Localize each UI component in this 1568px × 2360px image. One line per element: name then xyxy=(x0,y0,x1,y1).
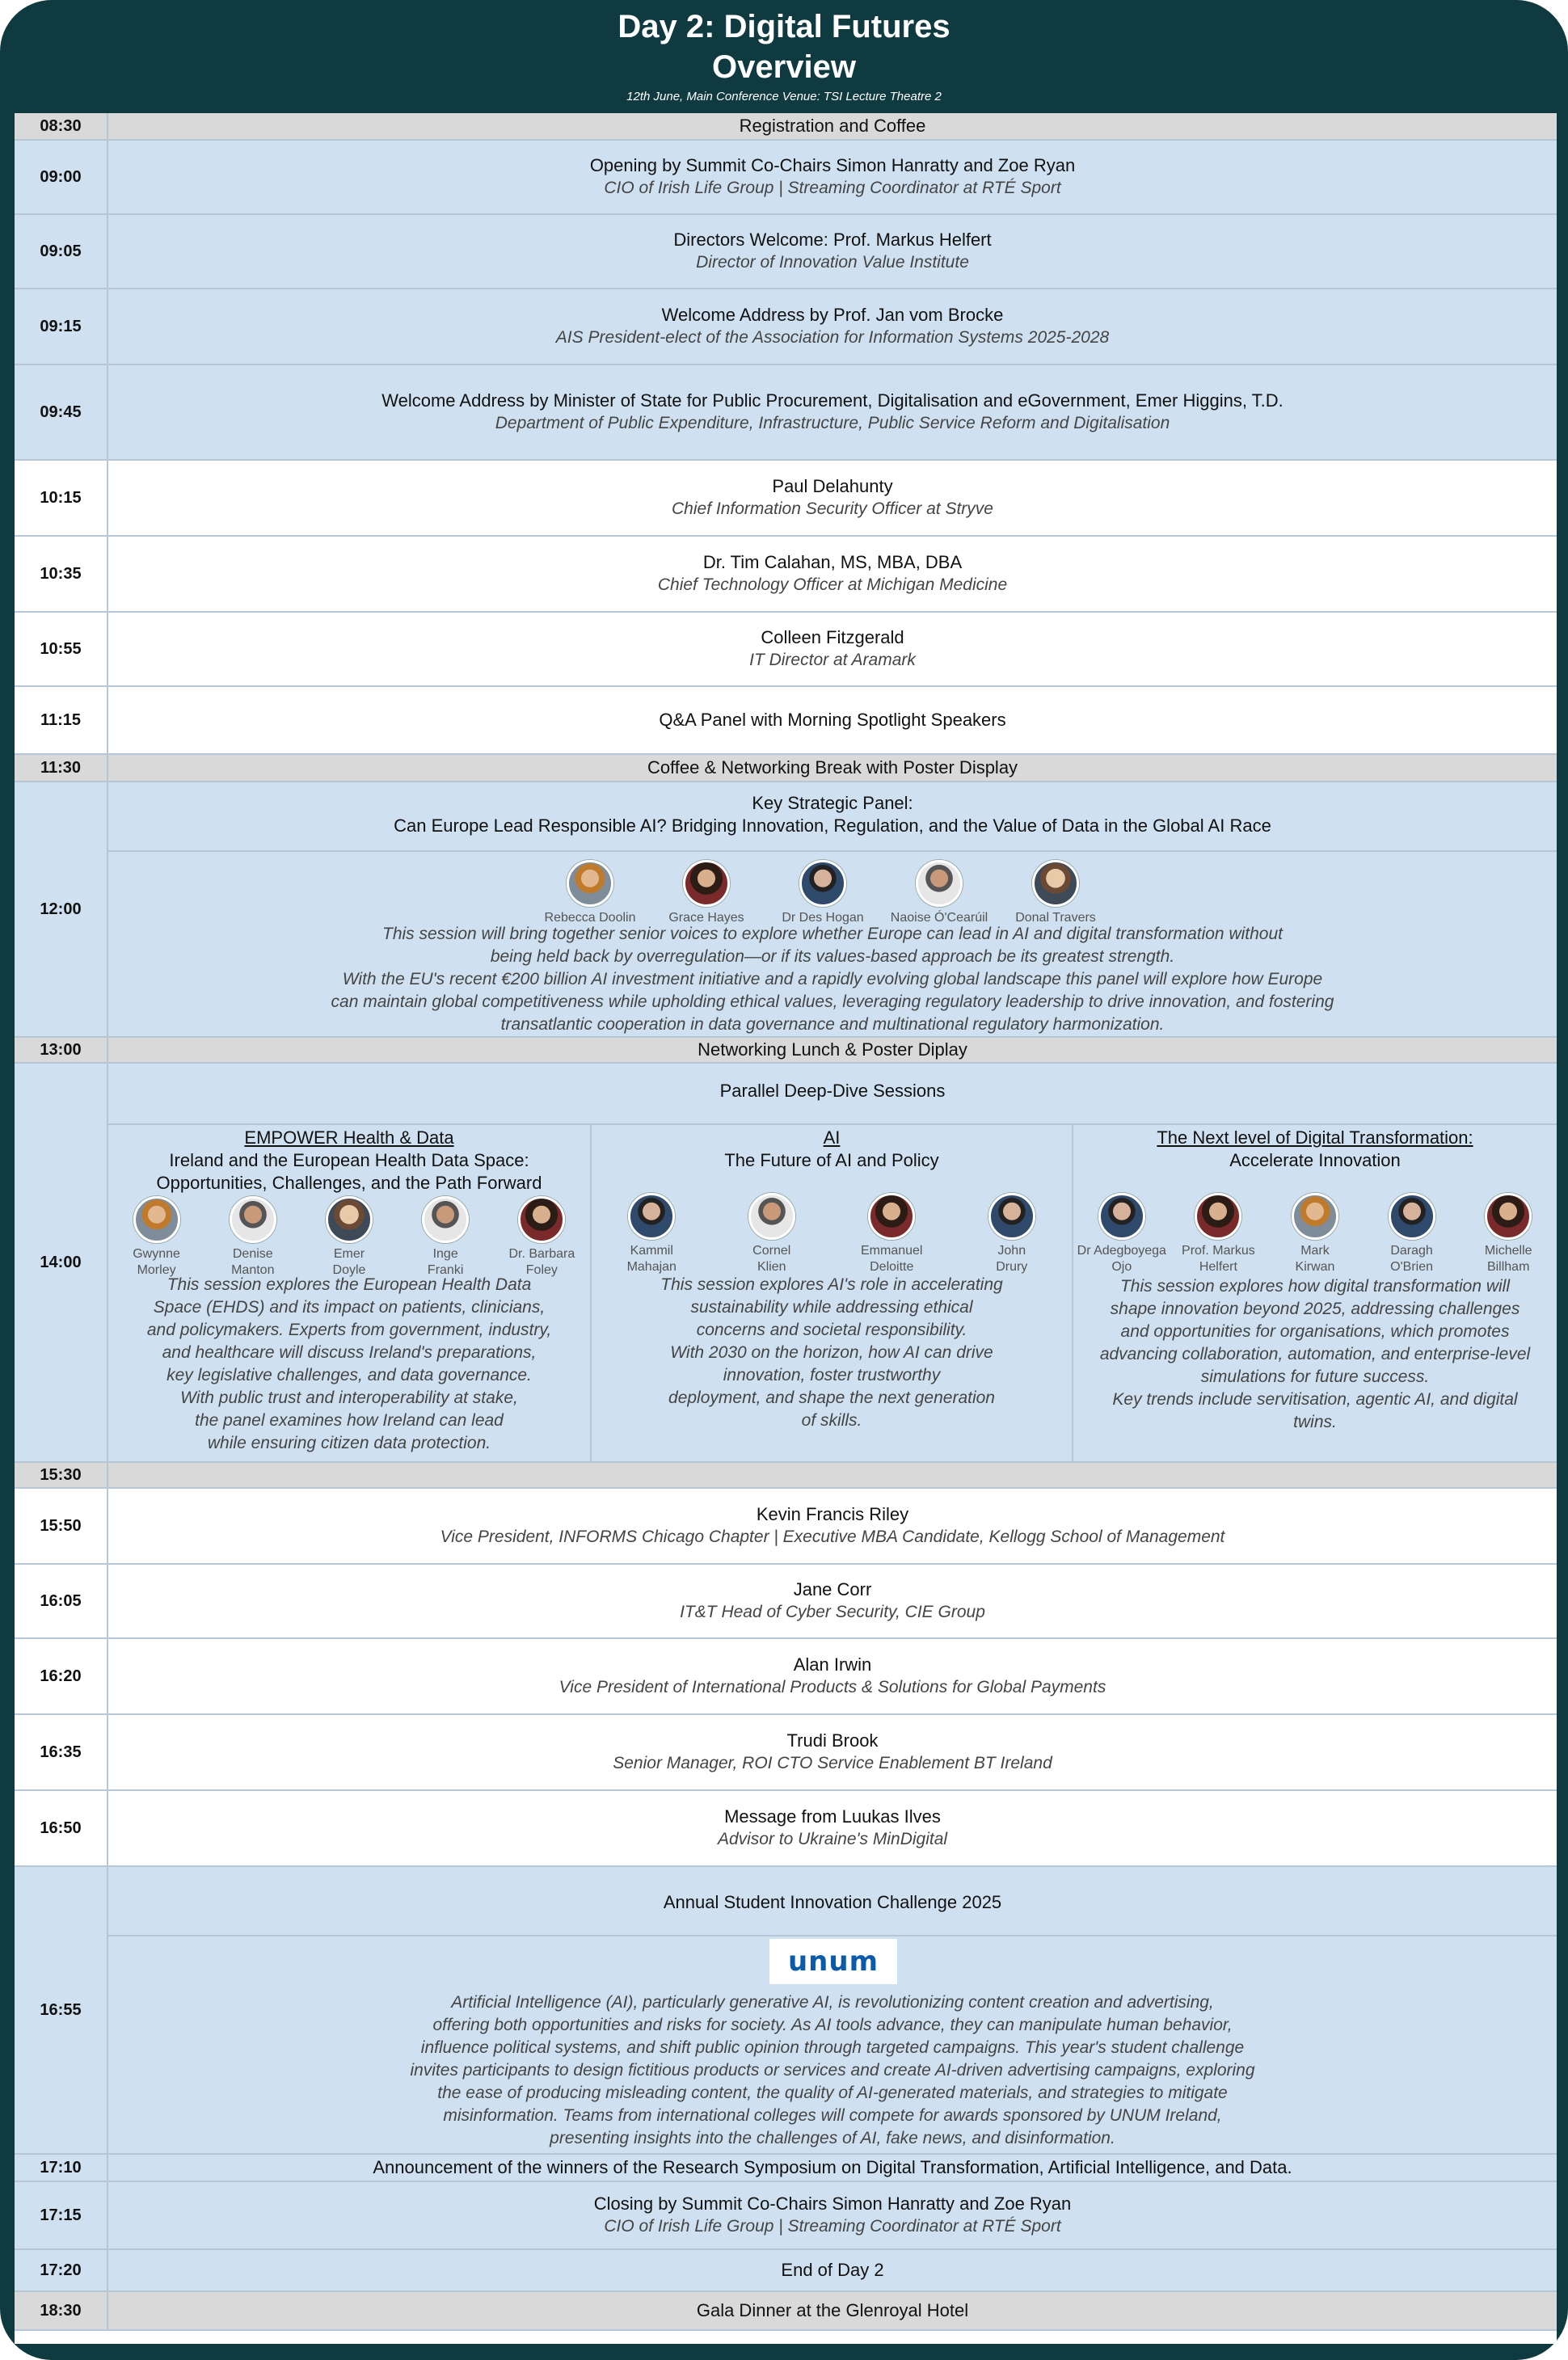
speaker: Grace Hayes xyxy=(654,860,759,926)
session-row xyxy=(15,1463,1557,1489)
session-title: Jane Corr xyxy=(793,1579,872,1599)
session-title: Welcome Address by Prof. Jan vom Brocke xyxy=(661,305,1004,325)
avatar xyxy=(230,1196,276,1243)
session-title: Message from Luukas Ilves xyxy=(724,1806,941,1827)
session-subtitle: Vice President of International Products & Solutions for Global Payments xyxy=(558,1678,1106,1696)
session-row xyxy=(15,613,1557,687)
session-title: Welcome Address by Minister of State for Public Procurement, Digitalisation and eGovernment, Emer Higgins, T.D. xyxy=(381,390,1283,411)
panel-description: This session will bring together senior voices to explore whether Europe can lead in AI and digital transformation without being held back by overregulation—or if its values-based approach be its greatest strength. With the EU's recent €200 billion AI investment initiative and a rapidly evolving global landscape this panel will explore how Europe can maintain global competitiveness while upholding ethical values, leveraging regulatory leadership to drive innovation, and fostering transatlantic cooperation in data governance and multinational regulatory harmonization. xyxy=(331,925,1334,1034)
track-health: EMPOWER Health & Data Ireland and the European Health Data Space: Opportunities, Challenges, and the Path Forward xyxy=(156,1127,542,1193)
session-subtitle: Chief Information Security Officer at Stryve xyxy=(672,499,993,518)
session-title: Opening by Summit Co-Chairs Simon Hanratty and Zoe Ryan xyxy=(589,155,1076,175)
session-time: 09:45 xyxy=(15,365,108,459)
panel-title: Key Strategic Panel: Can Europe Lead Responsible AI? Bridging Innovation, Regulation, and the Value of Data in the Global AI Race xyxy=(394,793,1271,836)
session-title: Closing by Summit Co-Chairs Simon Hanratty and Zoe Ryan xyxy=(593,2194,1072,2214)
track-digital-speakers xyxy=(1073,1193,1557,1275)
session-time: 16:20 xyxy=(15,1639,108,1713)
challenge-row xyxy=(15,1867,1557,2155)
speaker: Rebecca Doolin xyxy=(537,860,643,926)
parallel-row xyxy=(15,1064,1557,1463)
parallel-header: Parallel Deep-Dive Sessions xyxy=(719,1081,946,1101)
track-ai: AI The Future of AI and Policy xyxy=(724,1127,939,1170)
session-subtitle: CIO of Irish Life Group | Streaming Coordinator at RTÉ Sport xyxy=(604,179,1061,197)
speaker: Denise Manton xyxy=(209,1196,297,1279)
session-title: Alan Irwin xyxy=(793,1654,872,1675)
session-subtitle: IT&T Head of Cyber Security, CIE Group xyxy=(680,1603,985,1621)
session-title: Paul Delahunty xyxy=(772,476,893,496)
session-subtitle: Advisor to Ukraine's MinDigital xyxy=(717,1830,948,1848)
session-time: 18:30 xyxy=(15,2292,108,2329)
session-time: 13:00 xyxy=(15,1038,108,1062)
avatar xyxy=(518,1196,565,1243)
session-time: 09:15 xyxy=(15,289,108,364)
session-subtitle: Department of Public Expenditure, Infrastructure, Public Service Reform and Digitalisation xyxy=(495,414,1170,432)
avatar xyxy=(868,1193,915,1240)
session-row xyxy=(15,461,1557,537)
session-row xyxy=(15,113,1557,141)
schedule-table xyxy=(15,113,1557,2344)
avatar xyxy=(748,1193,795,1240)
session-row xyxy=(15,2250,1557,2292)
session-row xyxy=(15,141,1557,215)
speaker: Inge Franki xyxy=(401,1196,490,1279)
speaker: Emmanuel Deloitte xyxy=(847,1193,936,1275)
session-time: 08:30 xyxy=(15,113,108,139)
speaker: Kammil Mahajan xyxy=(607,1193,696,1275)
session-title: Registration and Coffee xyxy=(739,116,926,136)
avatar xyxy=(1032,860,1079,907)
session-row xyxy=(15,1038,1557,1064)
avatar xyxy=(799,860,846,907)
avatar xyxy=(1195,1193,1241,1240)
session-time: 16:55 xyxy=(15,1867,108,2153)
session-row xyxy=(15,2155,1557,2182)
session-row xyxy=(15,1565,1557,1639)
session-row xyxy=(15,537,1557,613)
track-ai-description: This session explores AI's role in accelerating sustainability while addressing ethical concerns and societal responsibility. With 2030 on the horizon, how AI can drive innovation, foster trustworthy deployment, and shape the next generation of skills. xyxy=(660,1275,1003,1430)
session-row xyxy=(15,215,1557,289)
divider xyxy=(108,850,1557,852)
session-time: 12:00 xyxy=(15,782,108,1036)
divider xyxy=(108,1123,1557,1125)
panel-row xyxy=(15,782,1557,1038)
session-row xyxy=(15,2292,1557,2331)
avatar xyxy=(567,860,613,907)
session-title: Coffee & Networking Break with Poster Display xyxy=(647,757,1018,778)
session-row xyxy=(15,755,1557,782)
panel-speakers xyxy=(532,860,1114,926)
session-row xyxy=(15,2182,1557,2250)
session-subtitle: Senior Manager, ROI CTO Service Enablement BT Ireland xyxy=(613,1754,1052,1772)
avatar xyxy=(422,1196,469,1243)
speaker: Michelle Billham xyxy=(1461,1193,1556,1275)
avatar xyxy=(133,1196,180,1243)
track-ai-speakers xyxy=(592,1193,1072,1275)
session-time: 17:10 xyxy=(15,2155,108,2181)
session-time: 11:15 xyxy=(15,687,108,753)
track-digital-transformation: The Next level of Digital Transformation: Accelerate Innovation xyxy=(1157,1127,1473,1170)
session-title: Gala Dinner at the Glenroyal Hotel xyxy=(696,2300,969,2320)
session-title: Kevin Francis Riley xyxy=(756,1504,909,1524)
agenda-header xyxy=(0,0,1568,113)
speaker: Daragh O'Brien xyxy=(1364,1193,1460,1275)
session-time: 11:30 xyxy=(15,755,108,781)
speaker: Naoise Ó'Cearúil xyxy=(887,860,992,926)
session-row xyxy=(15,365,1557,461)
page-title-line2: Overview xyxy=(712,49,856,85)
speaker: Dr Des Hogan xyxy=(770,860,875,926)
page-title: Day 2: Digital Futures xyxy=(618,9,950,44)
session-time: 10:15 xyxy=(15,461,108,535)
challenge-description: Artificial Intelligence (AI), particularly generative AI, is revolutionizing content creation and advertising, offering both opportunities and risks for society. As AI tools advance, they can manipulate human behavior, influence political systems, and shift public opinion through targeted campaigns. This year's student challenge invites participants to design fictitious products or services and create AI-driven advertising campaigns, exploring the ease of producing misleading content, the quality of AI-generated materials, and strategies to mitigate misinformation. Teams from international colleges will compete for awards sponsored by UNUM Ireland, presenting insights into the challenges of AI, fake news, and disinformation. xyxy=(410,1993,1255,2147)
session-time: 09:05 xyxy=(15,215,108,288)
speaker: John Drury xyxy=(967,1193,1056,1275)
session-title: Directors Welcome: Prof. Markus Helfert xyxy=(673,230,992,250)
unum-logo: unum xyxy=(769,1939,897,1984)
session-title: Q&A Panel with Morning Spotlight Speakers xyxy=(659,710,1006,730)
avatar xyxy=(988,1193,1035,1240)
session-subtitle: CIO of Irish Life Group | Streaming Coordinator at RTÉ Sport xyxy=(604,2217,1061,2236)
speaker: Gwynne Morley xyxy=(112,1196,201,1279)
session-time: 09:00 xyxy=(15,141,108,213)
avatar xyxy=(1098,1193,1145,1240)
avatar xyxy=(326,1196,373,1243)
session-time: 16:35 xyxy=(15,1715,108,1789)
track-health-speakers xyxy=(108,1196,590,1279)
avatar xyxy=(628,1193,675,1240)
session-subtitle: AIS President-elect of the Association for Information Systems 2025-2028 xyxy=(555,328,1110,347)
avatar xyxy=(683,860,730,907)
session-row xyxy=(15,1791,1557,1867)
session-time: 10:55 xyxy=(15,613,108,685)
challenge-title: Annual Student Innovation Challenge 2025 xyxy=(663,1892,1002,1912)
avatar xyxy=(1485,1193,1532,1240)
speaker: Dr Adegboyega Ojo xyxy=(1074,1193,1170,1275)
session-title: Announcement of the winners of the Research Symposium on Digital Transformation, Artificial Intelligence, and Data. xyxy=(373,2157,1292,2177)
session-subtitle: Vice President, INFORMS Chicago Chapter | Executive MBA Candidate, Kellogg School of Management xyxy=(440,1528,1225,1546)
session-time: 16:05 xyxy=(15,1565,108,1637)
avatar xyxy=(1389,1193,1435,1240)
track-health-description: This session explores the European Health Data Space (EHDS) and its impact on patients, clinicians, and policymakers. Experts from government, industry, and healthcare will discuss Ireland's preparations, key legislative challenges, and data governance. With public trust and interoperability at stake, the panel examines how Ireland can lead while ensuring citizen data protection. xyxy=(146,1275,552,1452)
session-time: 15:50 xyxy=(15,1489,108,1563)
speaker: Cornel Klien xyxy=(727,1193,816,1275)
venue-subtitle: 12th June, Main Conference Venue: TSI Lecture Theatre 2 xyxy=(626,90,942,103)
speaker: Emer Doyle xyxy=(305,1196,394,1279)
session-row xyxy=(15,1489,1557,1565)
session-row xyxy=(15,289,1557,365)
session-row xyxy=(15,1715,1557,1791)
speaker: Donal Travers xyxy=(1003,860,1108,926)
session-title: End of Day 2 xyxy=(781,2260,884,2280)
session-time: 14:00 xyxy=(15,1064,108,1461)
session-time: 17:15 xyxy=(15,2182,108,2248)
session-row xyxy=(15,687,1557,755)
session-time: 15:30 xyxy=(15,1463,108,1487)
session-subtitle: IT Director at Aramark xyxy=(749,651,916,669)
speaker: Prof. Markus Helfert xyxy=(1170,1193,1266,1275)
divider xyxy=(108,1935,1557,1936)
session-time: 17:20 xyxy=(15,2250,108,2290)
speaker: Mark Kirwan xyxy=(1267,1193,1363,1275)
speaker: Dr. Barbara Foley xyxy=(497,1196,586,1279)
session-time: 10:35 xyxy=(15,537,108,611)
avatar xyxy=(1292,1193,1338,1240)
session-subtitle: Director of Innovation Value Institute xyxy=(696,253,969,272)
session-subtitle: Chief Technology Officer at Michigan Medicine xyxy=(657,575,1008,594)
session-title: Dr. Tim Calahan, MS, MBA, DBA xyxy=(702,552,963,572)
session-title: Trudi Brook xyxy=(786,1730,879,1751)
track-digital-description: This session explores how digital transformation will shape innovation beyond 2025, addressing challenges and opportunities for organisations, which promotes advancing collaboration, automation, and enterprise-level simulations for future success. Key trends include servitisation, agentic AI, and digital twins. xyxy=(1099,1277,1531,1431)
session-row xyxy=(15,1639,1557,1715)
session-title: Colleen Fitzgerald xyxy=(761,627,904,647)
session-time: 16:50 xyxy=(15,1791,108,1865)
avatar xyxy=(916,860,963,907)
session-title: Networking Lunch & Poster Diplay xyxy=(698,1039,967,1060)
